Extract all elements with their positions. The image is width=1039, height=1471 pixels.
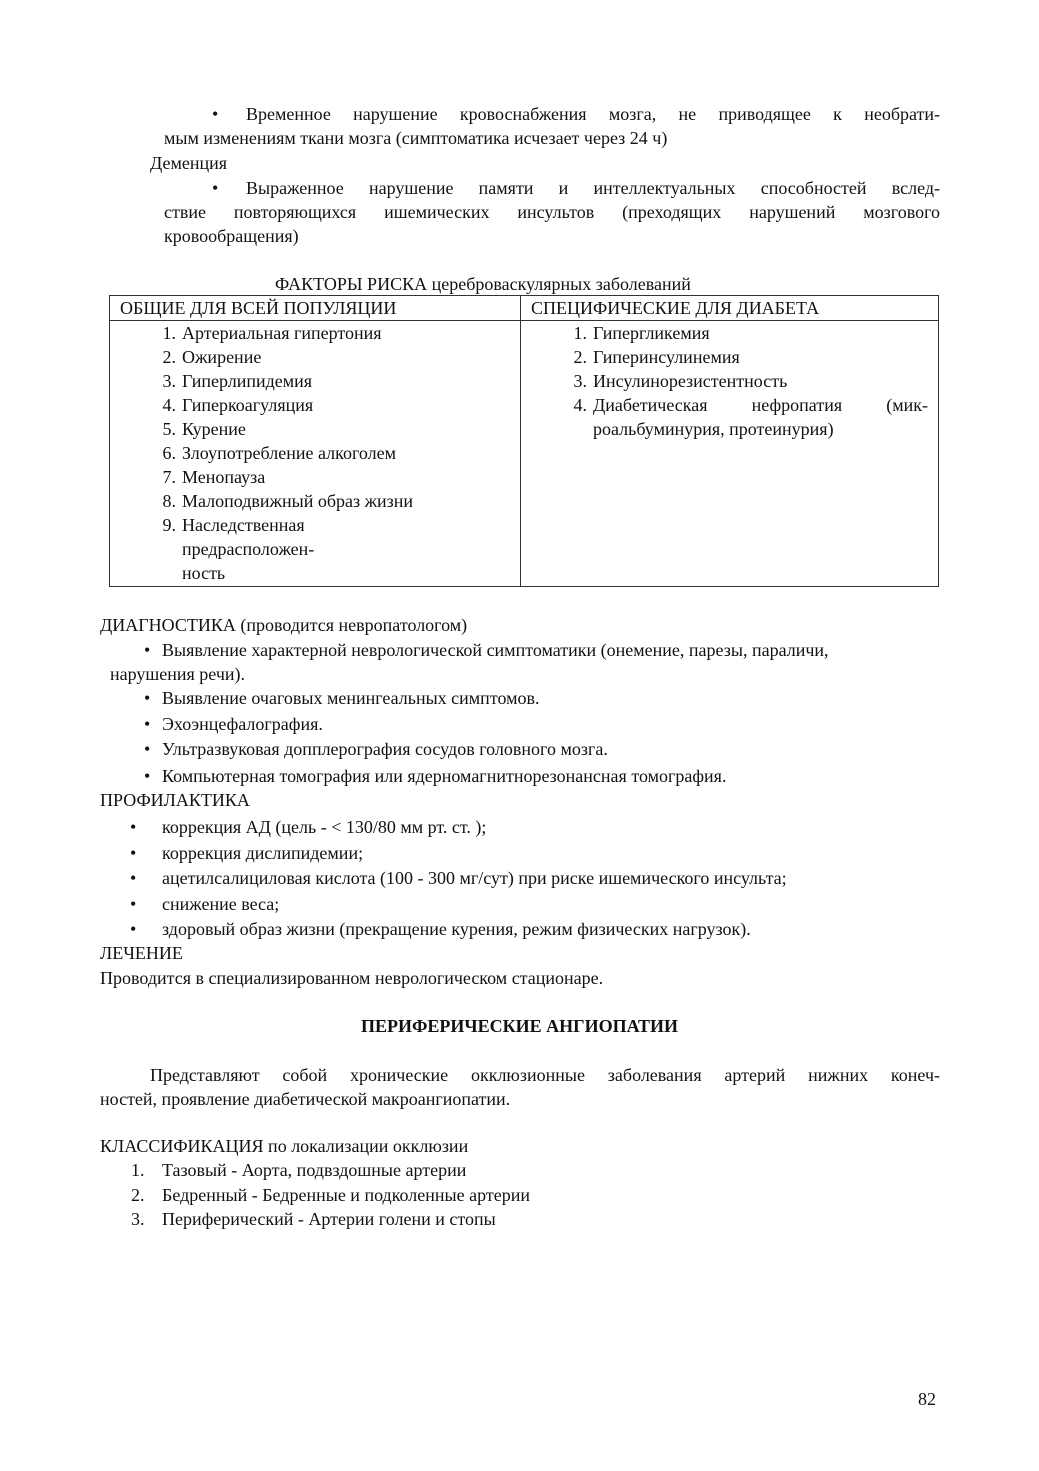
- diagnostics-item4: Ультразвуковая допплерография сосудов головного мозга.: [162, 739, 608, 759]
- section-heading: ПЕРИФЕРИЧЕСКИЕ АНГИОПАТИИ: [360, 1016, 679, 1036]
- top-bullet2-line2: ствие повторяющихся ишемических инсультов (преходящих нарушений мозгового: [164, 202, 940, 222]
- classification-item: Бедренный - Бедренные и подколенные артерии: [162, 1185, 530, 1205]
- risk-factors-table: [109, 295, 939, 587]
- diagnostics-item5: Компьютерная томография или ядерномагнитнорезонансная томография.: [162, 766, 727, 786]
- list-number: 2.: [131, 1185, 145, 1205]
- prevention-title: ПРОФИЛАКТИКА: [100, 790, 250, 810]
- dementia-label: Деменция: [150, 153, 228, 173]
- list-item: 3. Гиперлипидемия: [162, 371, 313, 391]
- list-item: 6. Злоупотребление алкоголем: [162, 443, 397, 463]
- prevention-item: коррекция АД (цель - < 130/80 мм рт. ст. );: [162, 817, 487, 837]
- top-bullet2-line1: Выраженное нарушение памяти и интеллектуальных способностей вслед-: [246, 178, 940, 198]
- bullet-dot: •: [144, 640, 151, 660]
- diagnostics-item2: Выявление очаговых менингеальных симптомов.: [162, 688, 540, 708]
- col1-list: [110, 321, 520, 585]
- treatment-text: Проводится в специализированном неврологическом стационаре.: [100, 968, 604, 988]
- bullet-dot: •: [130, 894, 137, 914]
- col1-header: ОБЩИЕ ДЛЯ ВСЕЙ ПОПУЛЯЦИИ: [110, 296, 521, 321]
- angiopathy-para-line2: ностей, проявление диабетической макроангиопатии.: [100, 1089, 511, 1109]
- top-bullet1-line2: мым изменениям ткани мозга (симптоматика исчезает через 24 ч): [164, 128, 668, 148]
- diagnostics-item1: Выявление характерной неврологической симптоматики (онемение, парезы, параличи,: [162, 640, 829, 660]
- col2-list: [521, 321, 938, 441]
- classification-title: КЛАССИФИКАЦИЯ по локализации окклюзии: [100, 1136, 469, 1156]
- bullet-dot: •: [144, 739, 151, 759]
- prevention-item: здоровый образ жизни (прекращение курения, режим физических нагрузок).: [162, 919, 751, 939]
- bullet-dot: •: [130, 817, 137, 837]
- angiopathy-para-line1: Представляют собой хронические окклюзионные заболевания артерий нижних конеч-: [150, 1065, 940, 1085]
- list-item: 4. Гиперкоагуляция: [162, 395, 314, 415]
- bullet-dot: •: [144, 766, 151, 786]
- bullet-dot: •: [144, 688, 151, 708]
- top-bullet1-line1: Временное нарушение кровоснабжения мозга, не приводящее к необрати-: [246, 104, 940, 124]
- bullet-dot: •: [212, 104, 219, 124]
- diagnostics-item1-cont: нарушения речи).: [110, 664, 245, 684]
- list-item: 3. Инсулинорезистентность: [573, 371, 788, 391]
- list-item: 1. Артериальная гипертония: [162, 323, 382, 343]
- list-item: 4. Диабетическая нефропатия (мик-роальбуминурия, протеинурия): [573, 395, 928, 439]
- list-number: 1.: [131, 1160, 145, 1180]
- diagnostics-item3: Эхоэнцефалография.: [162, 714, 323, 734]
- bullet-dot: •: [144, 714, 151, 734]
- list-number: 3.: [131, 1209, 145, 1229]
- prevention-item: коррекция дислипидемии;: [162, 843, 364, 863]
- prevention-item: ацетилсалициловая кислота (100 - 300 мг/сут) при риске ишемического инсульта;: [162, 868, 787, 888]
- treatment-title: ЛЕЧЕНИЕ: [100, 943, 183, 963]
- list-item: 8. Малоподвижный образ жизни: [162, 491, 414, 511]
- bullet-dot: •: [130, 843, 137, 863]
- classification-item: Периферический - Артерии голени и стопы: [162, 1209, 496, 1229]
- list-item: 2. Ожирение: [162, 347, 262, 367]
- risk-table-caption: ФАКТОРЫ РИСКА цереброваскулярных заболеваний: [275, 274, 691, 294]
- list-item: 5. Курение: [162, 419, 246, 439]
- top-bullet2-line3: кровообращения): [164, 226, 299, 246]
- col1-cell: [110, 321, 521, 587]
- prevention-item: снижение веса;: [162, 894, 280, 914]
- classification-item: Тазовый - Аорта, подвздошные артерии: [162, 1160, 467, 1180]
- diagnostics-title: ДИАГНОСТИКА (проводится невропатологом): [100, 615, 468, 635]
- list-item: 9. Наследственная предрасположен-ность: [162, 515, 315, 583]
- bullet-dot: •: [130, 919, 137, 939]
- list-item: 2. Гиперинсулинемия: [573, 347, 740, 367]
- col2-header: СПЕЦИФИЧЕСКИЕ ДЛЯ ДИАБЕТА: [521, 296, 939, 321]
- bullet-dot: •: [212, 178, 219, 198]
- bullet-dot: •: [130, 868, 137, 888]
- page-number: 82: [918, 1389, 936, 1409]
- list-item: 1. Гипергликемия: [573, 323, 710, 343]
- list-item: 7. Менопауза: [162, 467, 266, 487]
- col2-cell: [521, 321, 939, 587]
